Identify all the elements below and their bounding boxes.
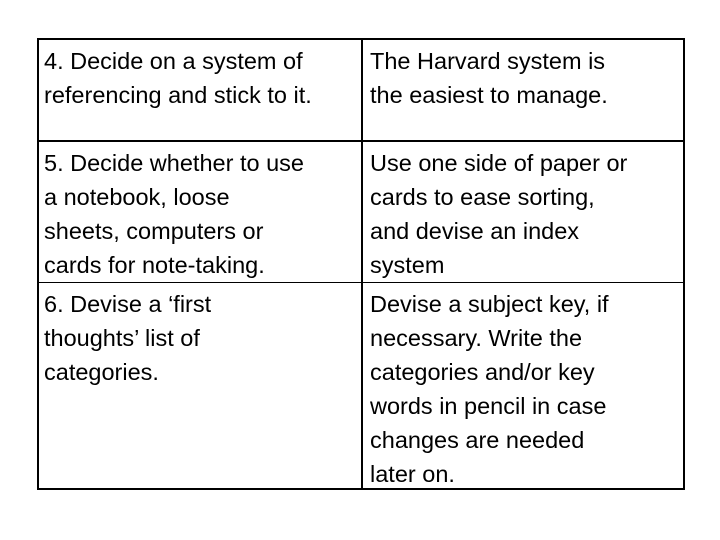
step-cell: 6. Devise a ‘first thoughts’ list of categories.	[44, 291, 212, 385]
notes-table	[37, 38, 685, 490]
advice-cell: Use one side of paper or cards to ease sorting, and devise an index system	[361, 142, 683, 284]
advice-cell: Devise a subject key, if necessary. Write the categories and/or key words in pencil in case changes are needed later on.	[361, 283, 683, 488]
advice-cell: The Harvard system is the easiest to manage.	[361, 40, 683, 140]
table-row	[39, 40, 683, 140]
step-cell: 5. Decide whether to use a notebook, loose sheets, computers or cards for note-taking.	[44, 150, 304, 278]
table-row	[39, 140, 683, 284]
table-row	[39, 282, 683, 488]
step-cell: 4. Decide on a system of referencing and stick to it.	[44, 48, 312, 108]
